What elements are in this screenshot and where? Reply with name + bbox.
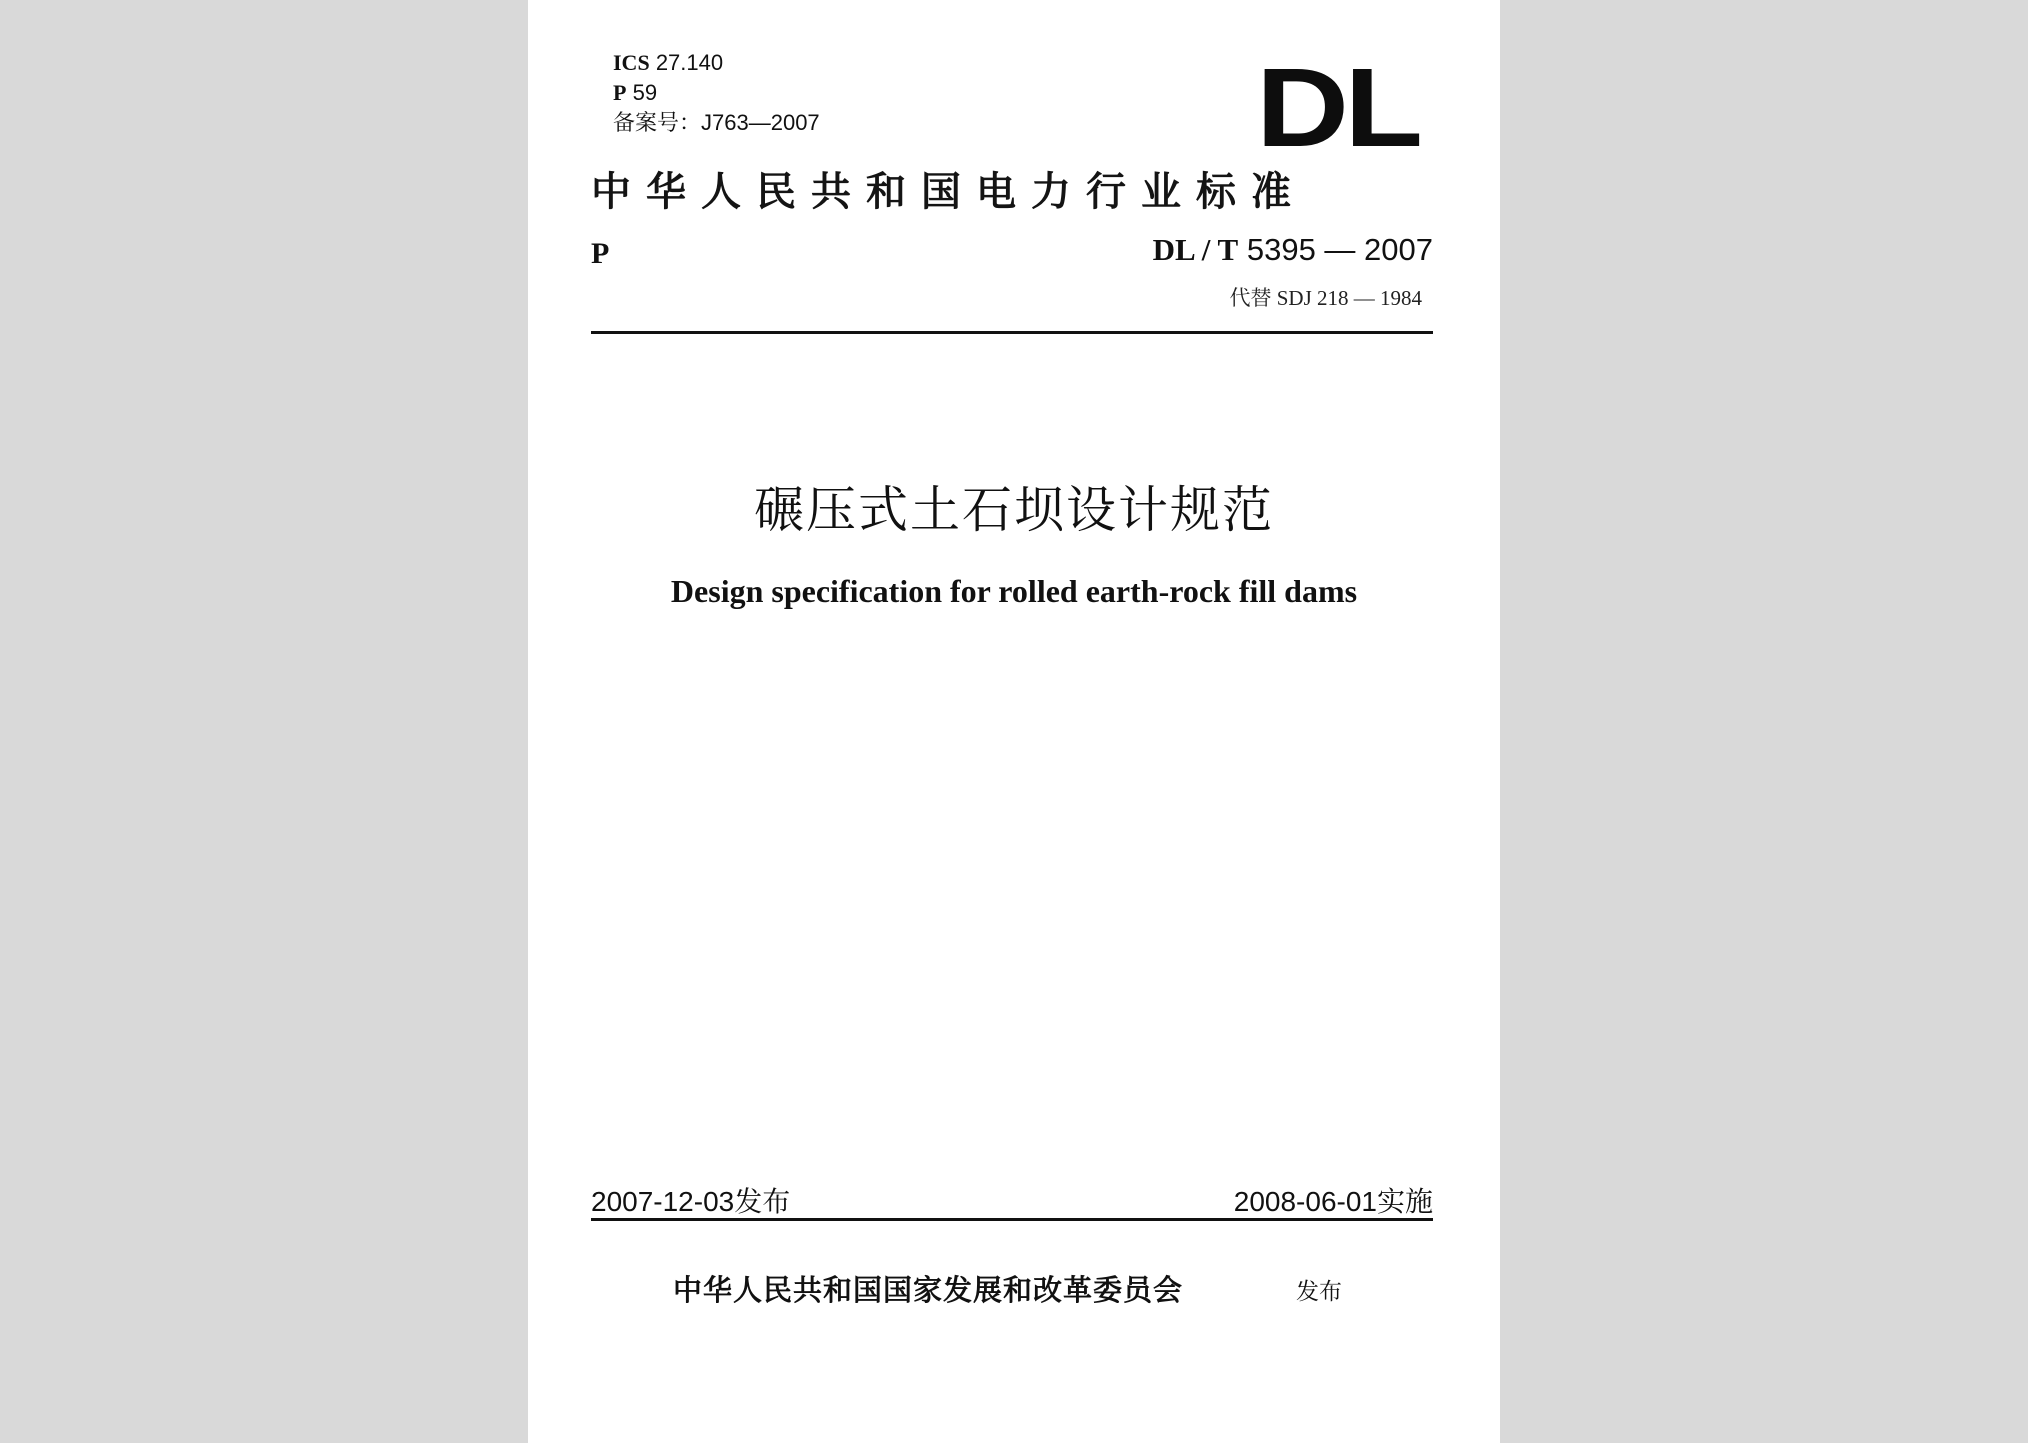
ics-number [613, 48, 723, 78]
record-value: J763—2007 [701, 110, 820, 135]
standard-code [1153, 232, 1433, 268]
issued-label: 发布 [1296, 1279, 1342, 1305]
replaces-note: 代替 SDJ 218 — 1984 [1229, 286, 1422, 310]
footer-divider [591, 1218, 1433, 1221]
dl-logo: DL [1256, 45, 1419, 170]
standard-body-heading: 中华人民共和国电力行业标准 [591, 168, 1306, 215]
ccs-number [613, 78, 657, 108]
title-chinese: 碾压式土石坝设计规范 [754, 481, 1274, 539]
implementation-date: 2008-06-01实施 [1233, 1186, 1433, 1217]
code-prefix: DL / T [1152, 232, 1239, 267]
issue-date: 2007-12-03发布 [591, 1186, 791, 1217]
ics-prefix: ICS [613, 50, 650, 75]
record-label: 备案号： [613, 110, 702, 135]
classification-letter: P [591, 237, 610, 270]
issuing-authority: 中华人民共和国国家发展和改革委员会 [673, 1273, 1184, 1307]
document-page [528, 0, 1500, 1443]
ccs-prefix: P [613, 80, 627, 105]
header-divider [591, 331, 1433, 334]
ccs-value: 59 [632, 80, 658, 105]
title-english: Design specification for rolled earth-rock fill dams [670, 573, 1358, 609]
record-number [613, 108, 820, 138]
ics-value: 27.140 [655, 50, 724, 75]
code-number: 5395 — 2007 [1246, 232, 1433, 267]
